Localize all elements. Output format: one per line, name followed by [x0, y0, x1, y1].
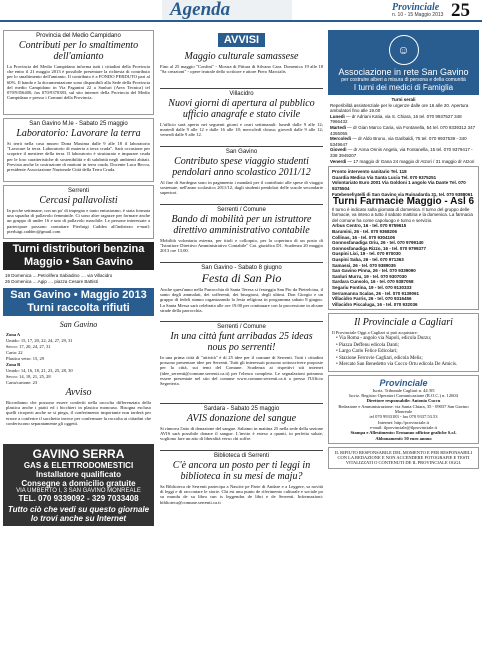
newsstand-list: • Via Roma - angolo via Napoli, edicola Durzu; • Piazza Deffenu edicola Danti; • Largo Carlo Felice Edicolari; • Stazione Ferrovie Cagliari, edicola Melis; • Mercato San Benedetto via Cocco Ortu edicola De Amicis. — [332, 336, 475, 369]
section-title: Agenda — [162, 0, 292, 20]
fuel-row: 19 Domenica ....Petrolifera Sabiadino .... via Villacidro — [5, 273, 113, 278]
doctor-entry: Giovedì — dr Anna Onnis Angela, via Fontanella, 15 tel. 070 9379417 - 338 3949207 — [330, 147, 473, 158]
pharmacy-row: Barumini, 26 - tel. 070 9368206 — [332, 229, 398, 235]
doctors-schedule: Turni serali Reperibilità assistenziale per le urgenze dalle ore 16 alle 20. Apertura ambulatori fino alle 19.00 Lunedì — dr Adriani Katia, via S. Chiara, 16 tel. 070 9937527 348 7966432 Martedì — dr Gian Marco Caria, via Fontanella, 54 tel. 070 9339312 347 4355055 Mercoledì — dr Aldo Bruno, via Garibaldi, 75 tel. 070 9937539 - 340 5349647 Giovedì — dr Anna Onnis Angela, via Fontanella, 15 tel. 070 9379417 - 338 3949207 Venerdì — 17 maggio dr Gana 24 maggio dr Atzori / 31 maggio dr Atzori — [330, 97, 476, 164]
pharmacy-row: Samassi, 26 - tel. 070 9389035 — [332, 262, 396, 268]
article-title: Laboratorio: Lavorare la terra — [16, 128, 141, 139]
article-body: Sa Biblioteca de Serrenti partecipa a Nascite pe Parte di Andare e a Leggere, sa novità di leggi e di raccontare le storie. Chi est unu punto de riferimento culturale e sociale po su mundu de su libru cun is leggendas de libri e de Serrenti. Informazioni: biblioteca@comune.serrenti.ca.it — [160, 484, 323, 505]
page-number: 25 — [451, 0, 470, 21]
article-body: Anche quest'anno nella Parrocchia di Santa Teresa si festeggia San Pio da Pietrelcina, il santo degli ammalati, dei sofferenti, dei bisognosi, degli ultimi. Don Giorgio e un gruppo di fedeli stanno organizzando la festa religiosa in programma sabato 8 giugno. La Santa Messa sarà celebrata alle ore 19.00 per continuare con la processione in alcune strade della parrocchia. — [160, 287, 323, 313]
zone-label: Zona A — [6, 332, 21, 337]
notice-students — [160, 149, 323, 202]
article-body: Si terrà nella casa museo Dona Maxima dalle 9 alle 18 il laboratorio "Lavorare la terra. Laboratorio di materia a terra cruda". Sarà occasione per scoprire il mestiere della terra. Il laboratorio è strutturato e imparare cruda per le loro caratteristiche di sostenibilità e di salubrità negli ambienti abitati. Prevista anche la costruzione di mattoni in terra cruda. Docente Luca Beccu, presidente Associazione Nazionale Città della Terra Cruda. — [7, 141, 150, 173]
column-left — [3, 30, 154, 526]
avvisi-label: AVVISI — [218, 33, 265, 47]
article-body: L'ufficio sarà aperto nei seguenti giorni e orari settimanali: lunedì dalle 9 alle 12; martedì dalle 9 alle 12 e dalle 16 alle 18; mercoledì chiuso; giovedì dalle 9 alle 12; venerdì dalle 9 alle 12. — [160, 122, 323, 138]
article-kicker: San Gavino M.le - Sabato 25 maggio — [29, 121, 128, 127]
article-asbestos — [3, 30, 154, 115]
article-body: La Provincia del Medio Campidano informa tutti i cittadini della Provincia che entro il 21 maggio 2013 è possibile presentare la richiesta di contributo per lo smaltimento dell'amianto. Il contributo è a FONDO PERDUTO pari al 60%. Il bando e la documentazione sono disponibili alla Sede della Provincia del medio Campidano in Via Paganini 22 a Sanluri (Area Tecnica) tel 070/9356400, fax 070/9370383, sul sito internet della Provincia del Medio Campidano e presso i Comuni della Provincia. — [7, 64, 150, 101]
page-header — [0, 0, 482, 22]
waste-heading: San Gavino — [59, 320, 98, 329]
pharmacy-row: Sardara Cunsolo, 16 - tel. 070 9387058 — [332, 279, 414, 285]
article-title: C'è ancora un posto per ti leggi in biblioteca in su mesi de maju? — [172, 460, 311, 482]
cagliari-box: Il Provinciale a Cagliari Il Provinciale Oggi a Cagliari si può acquistare: • Via Roma - angolo via Napoli, edicola Durzu; • Piazza Deffenu edicola Danti; • Largo Carlo Felice Edicolari; • Stazione Ferrovie Cagliari, edicola Melis; • Mercato San Benedetto via Cocco Ortu edicola De Amicis. — [328, 313, 479, 372]
article-body: In una prima città di "attività" è di 25 idee per il comune di Serrenti. Tutti i cittadini possono presentare idee per Serrenti. Tutti gli interessati possono sottoscrivere proposte per la città, sui temi del Comune. Scadenza ai rispettivi siti internet (idee_serrenti@comune.serrenti.ca.it) per l'elenco completo. Le segnalazioni potranno essere presentate nel sito del comune www.comune.serrenti.ca.it o presso l'Ufficio Segreteria. — [160, 355, 323, 387]
waste-line: Umido: 14, 16, 18, 21, 23, 25, 28, 30 — [6, 368, 73, 373]
article-workshop — [3, 118, 154, 182]
waste-line: Secco: 17, 20, 24, 27, 31 — [6, 344, 51, 349]
pharmacy-row: San Gavino Pinna, 26 - tel. 070 9339090 — [332, 268, 416, 274]
article-body: Si rinnova l'atto di donazione del sangue. Saliamo in mattina 25 nella sede della sezione AVIS sarà possibile donare il sangue. L'invito è esteso a quanti, in perfetta salute, vogliono fare un atto di liberalità verso chi soffre. — [160, 426, 323, 442]
notice-villacidro — [160, 91, 323, 144]
notice-samassi — [160, 51, 323, 86]
article-kicker: Serrenti — [67, 188, 89, 194]
box-title: Il Provinciale a Cagliari — [354, 317, 453, 329]
waste-band: San Gavino • Maggio 2013 Turni raccolta rifiuti — [3, 288, 154, 316]
waste-schedule — [3, 316, 154, 444]
pharmacy-row: Serramanna Scalas, 26 - tel. 070 9139061 — [332, 290, 420, 296]
article-kicker: San Gavino — [225, 149, 258, 155]
article-body: In poche settimane, con un po' di impegno e tanto entusiasmo, è stata formata una squadra di pallavolo femminile. Ci sono altre ragazze per formare anche un gruppo di under 16 e uno di pallavolo maschile. Le persone interessate a partecipare possono contattare Pierluigi Caddeo all'indirizzo e-mail: pierluigi.caddeo@gmail.com — [7, 208, 150, 234]
article-kicker: Villacidro — [229, 91, 254, 97]
notice-avis — [160, 406, 323, 448]
doctor-entry: Lunedì — dr Adriani Katia, via S. Chiara, 16 tel. 070 9937527 348 7966432 — [330, 113, 462, 125]
article-kicker: Sardara - Sabato 25 maggio — [203, 406, 280, 412]
article-kicker: San Gavino - Sabato 8 giugno — [201, 265, 282, 271]
zone-label: Zona B — [6, 362, 21, 367]
article-body: Al fine di Sardegna sono in pagamento i mandati per il contributo alle spese di viaggio sostenute, nell'anno scolastico 2011/12, dagli studenti pendolari delle scuole secondarie superiori. — [160, 180, 323, 196]
notice-body: Ricordiamo che possono essere conferiti nella raccolta differenziata della plastica anche i piatti ed i bicchieri in plastica monouso. Bisogna escluso quelli ricoperti anche se si piega, il conferimento importante non tarderà per errore a conferire il sacchetto invece per confermare la raccolta ai cittadini che conferiscono separatamente gli oggetti. — [6, 400, 151, 426]
article-title: Contributo spese viaggio studenti pendolari anno scolastico 2011/12 — [172, 156, 311, 178]
notice-ideas — [160, 324, 323, 401]
article-title: Contributi per lo smaltimento dell'amianto — [18, 40, 139, 62]
column-right — [328, 30, 479, 469]
pharmacy-row: Villacidro Farris, 26 - tel. 070 9316456 — [332, 296, 412, 302]
masthead-box: Provinciale Iscriz. Tribunale Cagliari n. 44 /05 Iscriz. Registro Operatori Comunicazione (R.O.C.) n. 12604 Direttore responsabile: Antonio Cuccu Redazione e Amministrazione: via Santa Chiara, 35 - 09037 San Gavino Monreale tel 070 9933183 - fax 070 9337.53.53 Internet: http://provinciale.it e-mail: ilprovinciale@ilprovinciale.it Stampa e Allestimento: Ermanno officine grafiche S.r.l. Abbonamenti: 50 euro annuo — [328, 375, 479, 444]
pharmacy-row: Gonnosfanadiga Oriu, 26 - tel. 070 9799140 — [332, 240, 424, 246]
pharmacy-row: Gonnosfanadiga Rizzo, 16 - tel. 070 9799377 — [332, 245, 427, 251]
article-title: In una città funt arribadas 25 ideas nous po serrenti! — [170, 331, 313, 353]
issue-line: n. 10 - 15 Maggio 2013 — [392, 12, 444, 18]
article-kicker: Biblioteca di Serrenti — [213, 453, 270, 459]
waste-line: Plastica vetro: 15, 29 — [6, 356, 44, 361]
doctor-entry: Mercoledì — dr Aldo Bruno, via Garibaldi, 75 tel. 070 9937539 - 340 5349647 — [330, 136, 467, 147]
pharmacy-row: Guspini Lixi, 19 - tel. 070 970030 — [332, 251, 401, 257]
masthead-logo: Provinciale — [379, 377, 428, 388]
pharmacy-title: Turni Farmacie Maggio - Asl 6 — [332, 196, 475, 208]
pharmacy-row: Arbus Centro, 16 - tel. 070 9759615 — [332, 223, 407, 229]
notice-library — [160, 453, 323, 516]
pharmacy-row: Villacidro Piccaluga, 16 - tel. 070 932036 — [332, 301, 418, 307]
fuel-list — [3, 270, 154, 288]
doctor-entry: Venerdì — 17 maggio dr Gana 24 maggio dr Atzori / 31 maggio dr Atzori — [330, 158, 475, 164]
article-body: Fino al 25 maggio "Confini" - Mostra di Pittura di Silvano Cara. Domenica 19 alle 18 "Sa creazioni" - opere teatrale dello scrittore e attore Piero Marcialis — [160, 64, 323, 75]
article-kicker: Serrenti / Comune — [217, 207, 266, 213]
fuel-band: Turni distributori benzina Maggio • San Gavino — [3, 242, 154, 270]
footer-note: IL RIFIUTO RESPONSABILE DEL MOMENTO E PER RESPONSABILI CON LA REDAZIONE E NON ACCENDERE FOTOGRAFIE E TESTI VITALIZZATI O CONTENUTI DE IL PROVINCIALE OGGI. — [328, 447, 479, 469]
article-title: Nuovi giorni di apertura al pubblico ufficio anagrafe e stato civile — [168, 98, 315, 120]
pharmacy-row: Collinas, 16 - tel. 070 9304106 — [332, 234, 396, 240]
waste-line: Carta: 22 — [6, 350, 23, 355]
association-logo-icon: ☺ — [389, 35, 419, 65]
column-middle — [160, 30, 323, 516]
pharmacy-row: Guspini Saba, 26 - tel. 070 971363 — [332, 257, 404, 263]
article-title: Maggio culturale samassese — [184, 51, 299, 62]
waste-line: Carta/cartone: 23 — [6, 380, 38, 385]
article-body: Mobilità volontaria esterna, per titoli e colloquio, per la copertura di un posto di "Istruttore Direttivo Amministrativo Contabile" Cat. giuridica D1. Scadenza 20 maggio 2013 ore 13.00. — [160, 238, 323, 254]
article-title: AVIS donazione del sangue — [186, 413, 297, 424]
waste-line: Umido: 15, 17, 20, 22, 24, 27, 29, 31 — [6, 338, 73, 343]
pharmacy-row: Sanluri Murru, 19 - tel. 070 9307030 — [332, 273, 407, 279]
pharmacy-box: Pronto intervento sanitario Tel. 118 Guardia Medica Via Santa Lucia Tel. 070 9375251 Volontariato Euro 2001 Via Goldoni 1 angolo Via Dante Tel. 070 9375504 Fatebenefratelli di San Gavino via Ruinadarda 31, tel. 070 9388061 Turni Farmacie Maggio - Asl 6 Il turno è indicato sulla giornata di domenica. Il turno del gruppo delle farmacie, va inteso a tutto il sabato mattina e la domenica. La farmacia del comune ha come capoluogo e turno e servizio. Arbus Centro, 16 - tel. 070 9759615 Barumini, 26 - tel. 070 9368206 Collinas, 16 - tel. 070 9304106 Gonnosfanadiga Oriu, 26 - tel. 070 9799140 Gonnosfanadiga Rizzo, 16 - tel. 070 9799377 Guspini Lixi, 19 - tel. 070 970030 Guspini Saba, 26 - tel. 070 971363 Samassi, 26 - tel. 070 9389035 San Gavino Pinna, 26 - tel. 070 9339090 Sanluri Murru, 19 - tel. 070 9307030 Sardara Cunsolo, 16 - tel. 070 9387058 Segariu Fontina, 19 - tel. 070 9130333 Serramanna Scalas, 26 - tel. 070 9139061 Villacidro Farris, 26 - tel. 070 9316456 Villacidro Piccaluga, 16 - tel. 070 932036 — [328, 166, 479, 310]
fuel-row: 26 Domenica ....Agip .... piazza Cesare Battisti — [5, 279, 98, 284]
article-kicker: Serrenti / Comune — [217, 324, 266, 330]
ad-gavino-serra: GAVINO SERRA GAS & ELETTRODOMESTICI Installatore qualificato Consegne a domicilio gratuite VIA UMBERTO I, 3 SAN GAVINO MONREALE TEL. 070 9339092 - 329 7033408 Tutto ciò che vedi su questo giornale lo trovi anche su Internet — [3, 444, 154, 526]
article-kicker: Provincia del Medio Campidano — [36, 33, 121, 39]
newspaper-logo: Provinciale — [392, 2, 440, 13]
notice-san-pio — [160, 265, 323, 319]
notice-mobility — [160, 207, 323, 260]
article-title: Cercasi pallavolisti — [39, 195, 118, 206]
doctor-entry: Martedì — dr Gian Marco Caria, via Fontanella, 54 tel. 070 9339312 347 4355055 — [330, 124, 476, 136]
notice-title: Avviso — [65, 387, 92, 398]
pharmacy-row: Segariu Fontina, 19 - tel. 070 9130333 — [332, 285, 412, 290]
waste-line: Secco: 14, 18, 21, 25, 28 — [6, 374, 51, 379]
article-volleyball — [3, 185, 154, 239]
article-title: Bando di mobilità per un istruttore direttivo amministrativo contabile — [171, 214, 312, 236]
article-title: Festa di San Pio — [201, 271, 282, 285]
association-banner: ☺ Associazione in rete San Gavino per costruire alberi a misura di persona e della comunità I turni dei medici di Famiglia — [328, 30, 479, 95]
